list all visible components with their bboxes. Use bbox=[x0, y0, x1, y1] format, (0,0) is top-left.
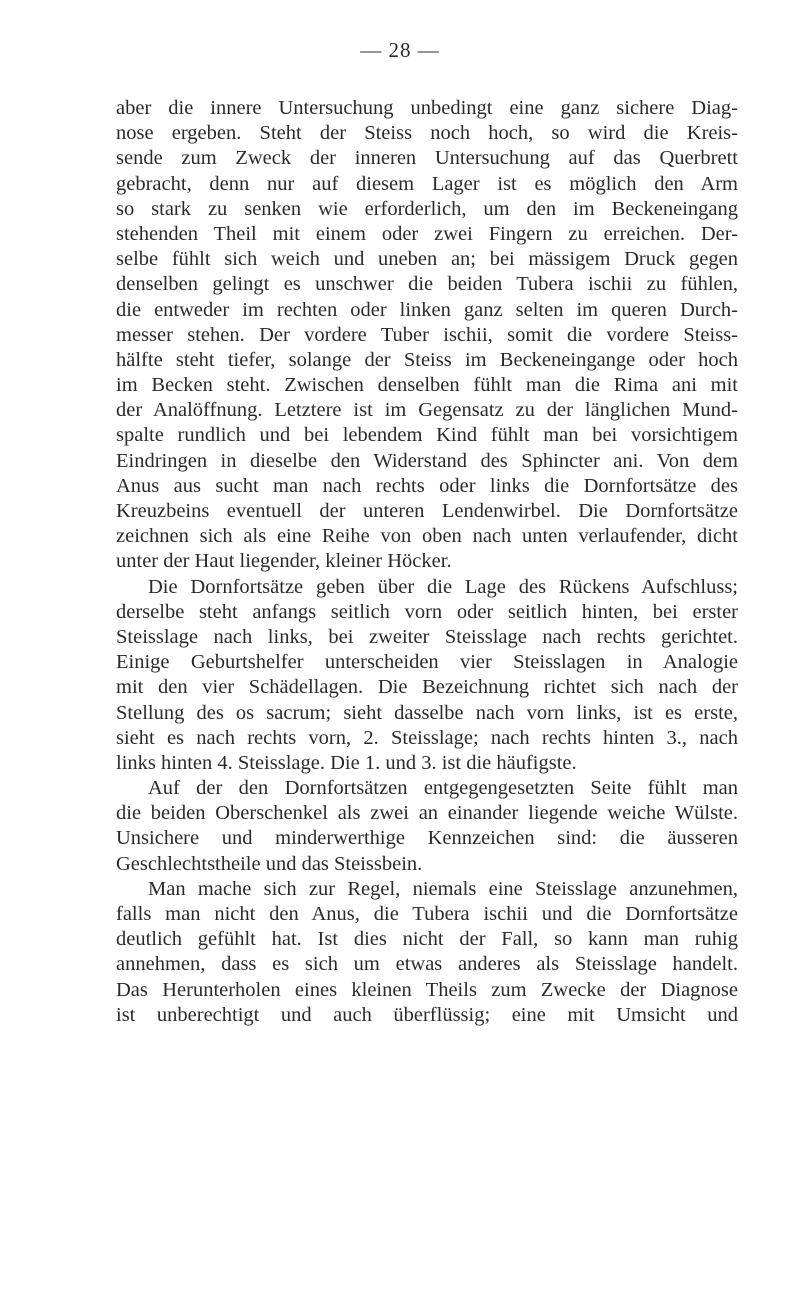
text-line: die entweder im rechten oder linken ganz selten im queren Durch- bbox=[116, 298, 738, 321]
text-line: mit den vier Schädellagen. Die Bezeichnung richtet sich nach der bbox=[116, 676, 738, 699]
text-line: Stellung des os sacrum; sieht dasselbe nach vorn links, ist es erste, bbox=[116, 701, 738, 724]
text-line: Das Herunterholen eines kleinen Theils zum Zwecke der Diagnose bbox=[116, 978, 738, 1001]
body-text bbox=[116, 96, 738, 1028]
text-line: Man mache sich zur Regel, niemals eine Steisslage anzunehmen, bbox=[148, 877, 738, 900]
text-line: sieht es nach rechts vorn, 2. Steisslage; nach rechts hinten 3., nach bbox=[116, 726, 738, 749]
text-line: spalte rundlich und bei lebendem Kind fühlt man bei vorsichtigem bbox=[116, 424, 738, 447]
text-line: Kreuzbeins eventuell der unteren Lendenwirbel. Die Dornfortsätze bbox=[116, 500, 738, 522]
text-line: messer stehen. Der vordere Tuber ischii, somit die vordere Steiss- bbox=[116, 323, 738, 346]
text-line: derselbe steht anfangs seitlich vorn oder seitlich hinten, bei erster bbox=[116, 600, 738, 623]
text-line: annehmen, dass es sich um etwas anderes als Steisslage handelt. bbox=[116, 953, 738, 976]
text-line: Die Dornfortsätze geben über die Lage des Rückens Aufschluss; bbox=[148, 575, 738, 598]
text-line: links hinten 4. Steisslage. Die 1. und 3. ist die häufigste. bbox=[116, 751, 577, 774]
text-line: so stark zu senken wie erforderlich, um den im Beckeneingang bbox=[116, 197, 738, 220]
text-line: Auf der den Dornfortsätzen entgegengesetzten Seite fühlt man bbox=[148, 777, 738, 800]
text-line: zeichnen sich als eine Reihe von oben nach unten verlaufender, dicht bbox=[116, 525, 738, 548]
text-line: sende zum Zweck der inneren Untersuchung auf das Querbrett bbox=[116, 147, 738, 170]
text-line: gebracht, denn nur auf diesem Lager ist es möglich den Arm bbox=[116, 172, 738, 195]
text-line: Anus aus sucht man nach rechts oder links die Dornfortsätze des bbox=[116, 474, 738, 497]
text-line: falls man nicht den Anus, die Tubera ischii und die Dornfortsätze bbox=[116, 903, 738, 925]
paragraph bbox=[116, 877, 738, 1028]
text-line: unter der Haut liegender, kleiner Höcker. bbox=[116, 550, 452, 573]
text-line: deutlich gefühlt hat. Ist dies nicht der Fall, so kann man ruhig bbox=[116, 928, 738, 951]
text-line: stehenden Theil mit einem oder zwei Fingern zu erreichen. Der- bbox=[116, 222, 738, 245]
text-line: Einige Geburtshelfer unterscheiden vier Steisslagen in Analogie bbox=[116, 651, 738, 674]
text-line: der Analöffnung. Letztere ist im Gegensatz zu der länglichen Mund- bbox=[116, 399, 738, 422]
text-line: selbe fühlt sich weich und uneben an; bei mässigem Druck gegen bbox=[116, 248, 738, 271]
page-number: — 28 — bbox=[360, 38, 440, 62]
text-line: hälfte steht tiefer, solange der Steiss im Beckeneingange oder hoch bbox=[116, 348, 738, 371]
paragraph bbox=[116, 575, 738, 777]
text-line: die beiden Oberschenkel als zwei an einander liegende weiche Wülste. bbox=[116, 802, 738, 825]
paragraph bbox=[116, 96, 738, 575]
text-line: im Becken steht. Zwischen denselben fühlt man die Rima ani mit bbox=[116, 374, 738, 397]
text-line: Steisslage nach links, bei zweiter Steisslage nach rechts gerichtet. bbox=[116, 625, 738, 648]
text-line: nose ergeben. Steht der Steiss noch hoch, so wird die Kreis- bbox=[116, 122, 738, 145]
text-line: Geschlechtstheile und das Steissbein. bbox=[116, 852, 423, 875]
text-line: denselben gelingt es unschwer die beiden Tubera ischii zu fühlen, bbox=[116, 273, 738, 296]
text-line: aber die innere Untersuchung unbedingt eine ganz sichere Diag- bbox=[116, 97, 738, 119]
text-line: ist unberechtigt und auch überflüssig; eine mit Umsicht und bbox=[116, 1003, 738, 1026]
text-line: Unsichere und minderwerthige Kennzeichen sind: die äusseren bbox=[116, 827, 738, 850]
paragraph bbox=[116, 776, 738, 877]
text-line: Eindringen in dieselbe den Widerstand des Sphincter ani. Von dem bbox=[116, 449, 738, 472]
